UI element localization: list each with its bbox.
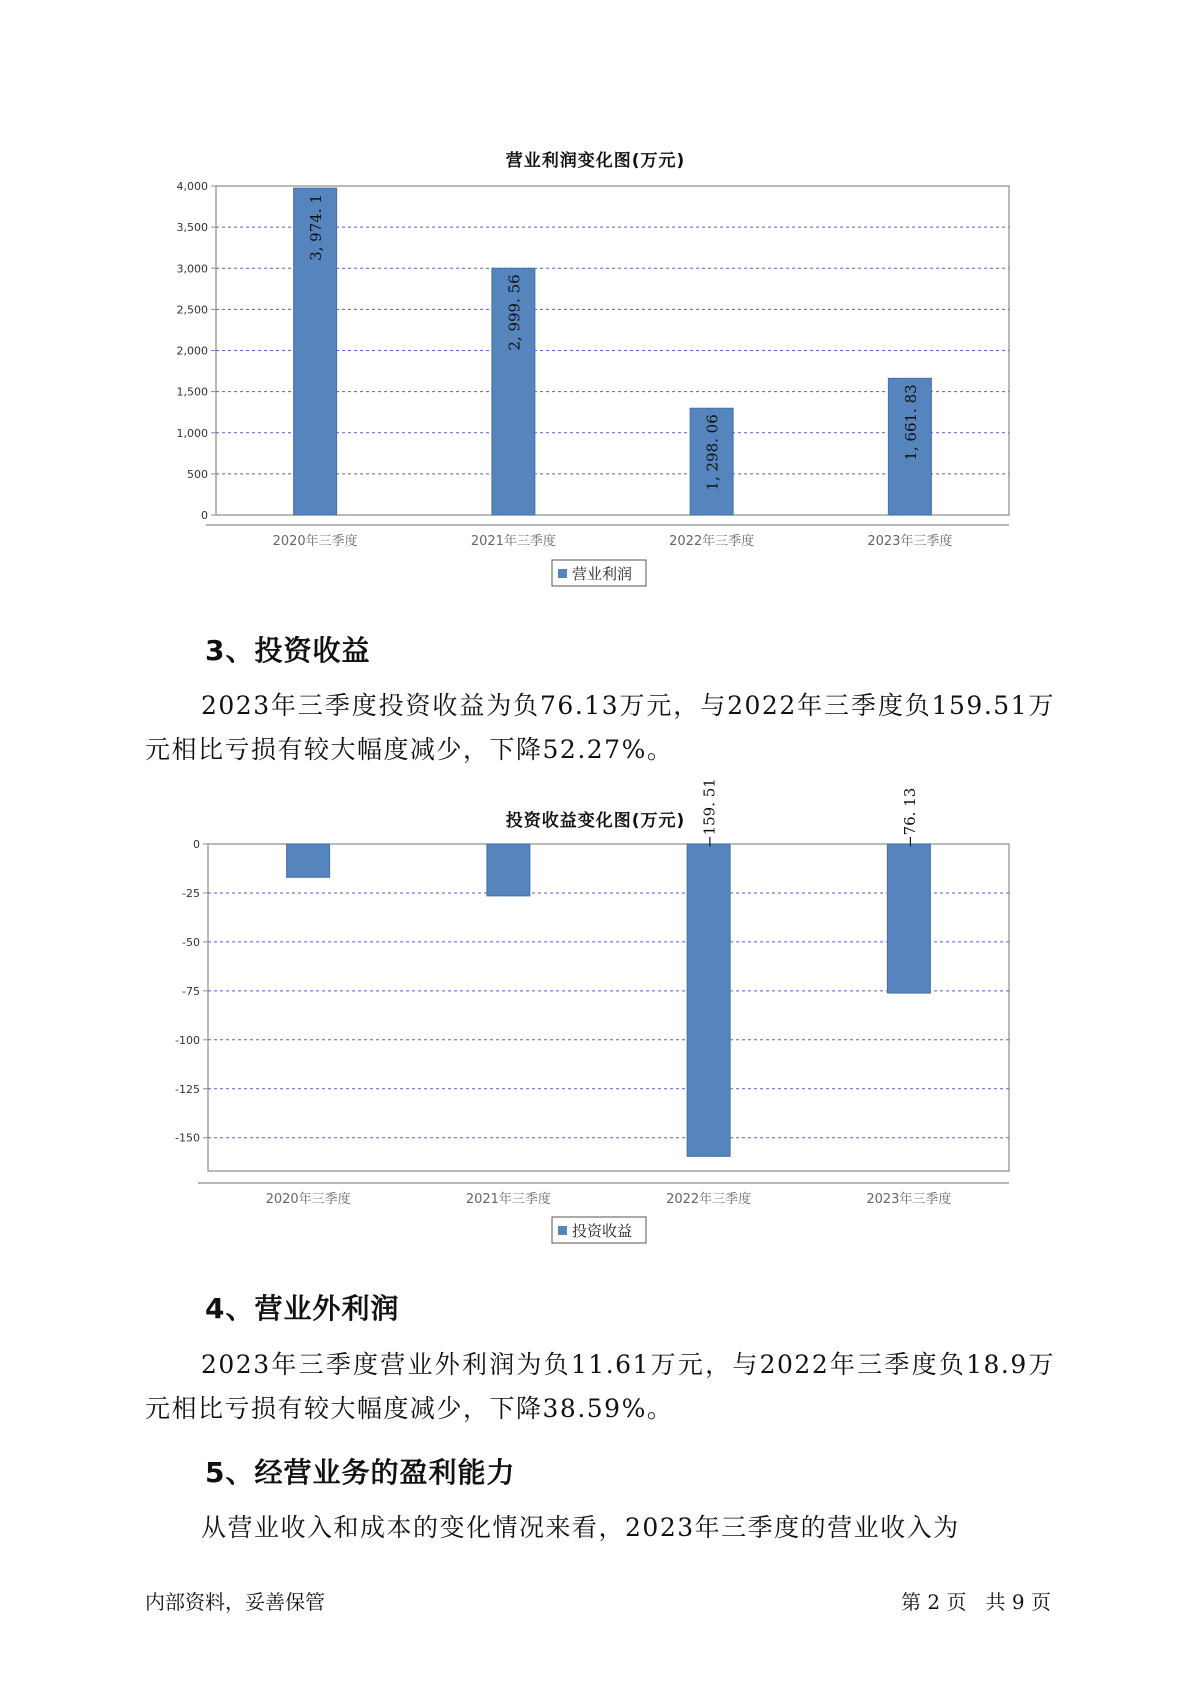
invest-income-chart-title: 投资收益变化图(万元) (505, 811, 686, 831)
y-tick-label: 1,500 (176, 385, 208, 399)
y-tick-label: 4,000 (176, 180, 208, 193)
section-5-heading: 5、经营业务的盈利能力 (205, 1456, 516, 1489)
y-tick-label: -50 (182, 935, 200, 949)
bar-value-label: 3, 974. 1 (307, 194, 326, 261)
y-tick-label: 500 (187, 467, 208, 481)
bar-value-label: −76. 13 (900, 787, 919, 848)
section-4-paragraph (145, 1343, 1055, 1431)
y-tick-label: 3,000 (176, 262, 208, 276)
section-5-paragraph (145, 1506, 1055, 1550)
y-tick-label: 2,000 (176, 344, 208, 358)
op-profit-chart (0, 0, 1191, 600)
bar-value-label: 1, 298. 06 (703, 414, 722, 491)
x-tick-label: 2022年三季度 (666, 1192, 752, 1207)
section-3-text: 2023年三季度投资收益为负76.13万元，与2022年三季度负159.51万元相比亏损有较大幅度减少，下降52.27%。 (145, 691, 1055, 764)
section-5-text: 从营业收入和成本的变化情况来看，2023年三季度的营业收入为 (201, 1513, 960, 1542)
y-tick-label: -25 (182, 886, 200, 900)
section-3-heading: 3、投资收益 (205, 634, 371, 667)
footer-page-number: 第 2 页 共 9 页 (901, 1590, 1051, 1614)
x-tick-label: 2023年三季度 (867, 534, 953, 549)
op-profit-chart-title: 营业利润变化图(万元) (505, 151, 686, 171)
x-tick-label: 2021年三季度 (465, 1192, 551, 1207)
x-tick-label: 2022年三季度 (669, 534, 755, 549)
y-tick-label: 1,000 (176, 426, 208, 440)
x-tick-label: 2021年三季度 (470, 534, 556, 549)
y-tick-label: 0 (201, 509, 208, 522)
section-4-heading: 4、营业外利润 (205, 1292, 400, 1325)
y-tick-label: 0 (193, 838, 200, 851)
y-tick-label: 2,500 (176, 303, 208, 317)
section-3-paragraph (145, 684, 1055, 772)
bar-value-label: 2, 999. 56 (505, 274, 524, 351)
legend-label: 营业利润 (572, 565, 633, 583)
bar (887, 844, 930, 993)
x-tick-label: 2020年三季度 (265, 1192, 351, 1207)
y-tick-label: -150 (175, 1131, 200, 1145)
bar-value-label: 1, 661. 83 (901, 384, 920, 461)
legend-swatch (558, 569, 567, 578)
y-tick-label: 3,500 (176, 221, 208, 235)
invest-income-chart (0, 778, 1191, 1260)
y-tick-label: -125 (175, 1082, 200, 1096)
footer-confidential-note: 内部资料，妥善保管 (145, 1590, 325, 1614)
section-4-text: 2023年三季度营业外利润为负11.61万元，与2022年三季度负18.9万元相比亏损有较大幅度减少，下降38.59%。 (145, 1350, 1055, 1423)
bar (687, 844, 730, 1156)
x-tick-label: 2023年三季度 (866, 1192, 952, 1207)
legend-label: 投资收益 (572, 1222, 633, 1240)
bar (487, 844, 530, 896)
y-tick-label: -75 (182, 984, 200, 998)
bar-value-label: −159. 51 (700, 778, 719, 848)
bar (287, 844, 330, 877)
y-tick-label: -100 (175, 1033, 200, 1047)
x-tick-label: 2020年三季度 (272, 534, 358, 549)
legend-swatch (558, 1226, 567, 1235)
